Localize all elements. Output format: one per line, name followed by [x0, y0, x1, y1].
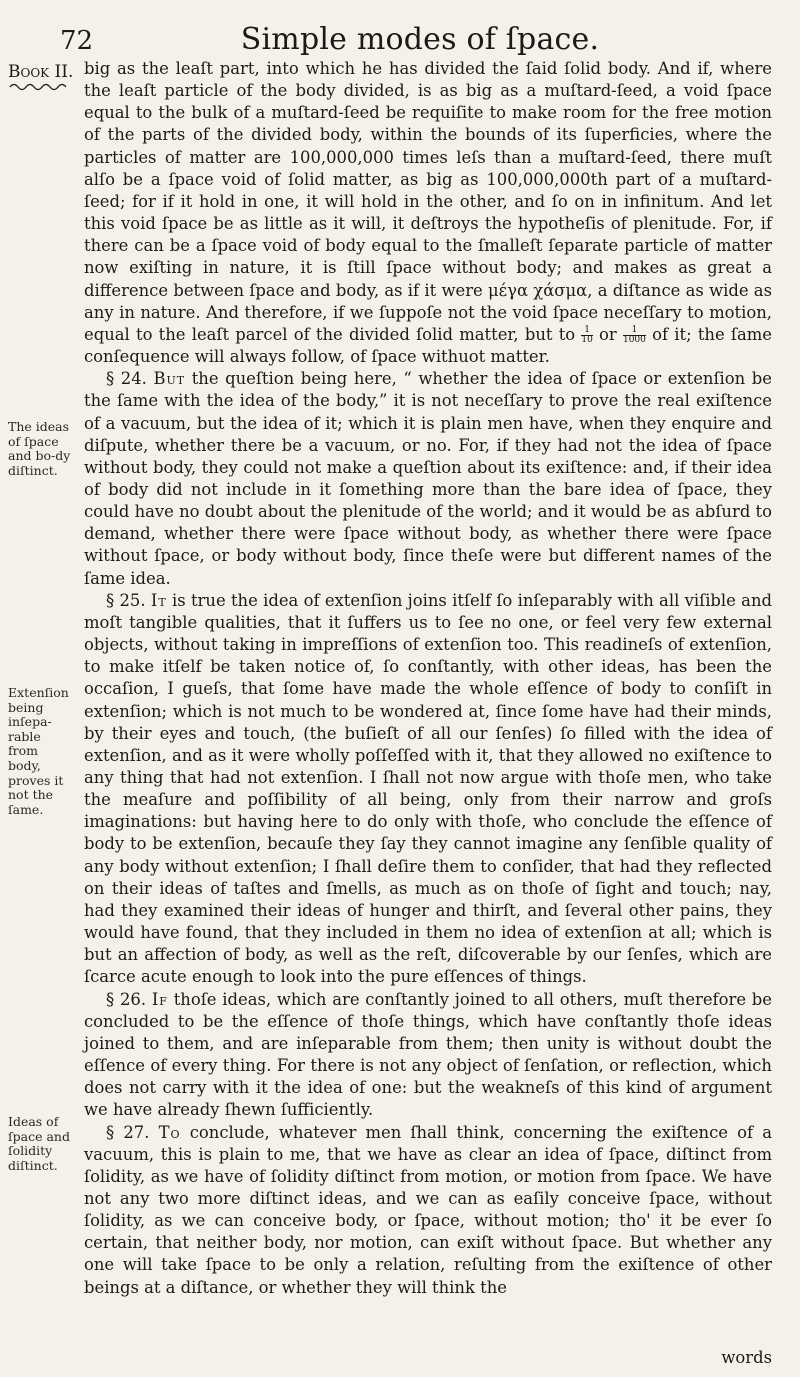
section-number: § 26.: [106, 989, 147, 1009]
margin-note-space-solidity: Ideas of ſpace and ſolidity diſtinct.: [8, 1114, 70, 1173]
section-27: [84, 1122, 772, 1299]
main-text: [84, 58, 772, 1299]
section-text: the queſtion being here, “ whether the idea of ſpace or extenſion be the ſame with the idea of the body,” it is not neceſſary to prove the real exiſtence of a vacuum, but the idea of it; which it is plain men have, when they enquire and diſpute, whether there be a vacuum, or no. For, if they had not the idea of ſpace without body, they could not make a queſtion about its exiſtence: and, if their idea of body did not include in it ſomething more than the bare idea of ſpace, they could have no doubt about the plenitude of the world; and it would be as abſurd to demand, whether there were ſpace without body, as whether there were ſpace without ſpace, or body without body, ſince theſe were but different names of the ſame idea.: [84, 369, 772, 588]
section-number: § 27.: [106, 1122, 150, 1142]
fraction-one-tenth: [581, 326, 592, 345]
paragraph-text: big as the leaſt part, into which he has divided the ſaid ſolid body. And if, where the leaſt particle of the body divided, is as big as a muſtard-ſeed, a void ſpace equal to the bulk of a muſtard-ſeed be requiſite to make room for the free motion of the parts of the divided body, within the bounds of its ſuperficies, where the particles of matter are 100,000,000 times leſs than a muſtard-ſeed, there muſt alſo be a ſpace void of ſolid matter, as big as 100,000,000th part of a muſtard-ſeed; for if it hold in one, it will hold in the other, and ſo on in infinitum. And let this void ſpace be as little as it will, it deſtroys the hypotheſis of plenitude. For, if there can be a ſpace void of body equal to the ſmalleſt ſeparate particle of matter now exiſting in nature, it is ſtill ſpace without body; and makes as great a difference between ſpace and body, as if it were μέγα χάσμα, a diſtance as wide as any in nature. And therefore, if we ſuppoſe not the void ſpace neceſſary to motion, equal to the leaſt parcel of the divided ſolid matter, but to: [84, 59, 772, 344]
page-number: 72: [60, 26, 94, 56]
paragraph-continued: [84, 58, 772, 368]
section-number: § 25.: [106, 590, 146, 610]
catchword: words: [721, 1348, 772, 1367]
section-text: is true the idea of extenſion joins itſelf ſo inſeparably with all viſible and moſt tangible qualities, that it ſuffers us to ſee no one, or feel very few external objects, without taking in impreſſions of extenſion too. This readineſs of extenſion, to make itſelf be taken notice of, ſo conſtantly, with other ideas, has been the occaſion, I gueſs, that ſome have made the whole eſſence of body to conſiſt in extenſion; which is not much to be wondered at, ſince ſome have had their minds, by their eyes and touch, (the buſieſt of all our ſenſes) ſo filled with the idea of extenſion, and as it were wholly poſſeſſed with it, that they allowed no exiſtence to any thing that had not extenſion. I ſhall not now argue with thoſe men, who take the meaſure and poſſibility of all being, only from their narrow and groſs imaginations: but having here to do only with thoſe, who conclude the eſſence of body to be extenſion, becauſe they ſay they cannot imagine any ſenſible quality of any body without extenſion; I ſhall deſire them to conſider, that had they reflected on their ideas of taſtes and ſmells, as much as on thoſe of ſight and touch; nay, had they examined their ideas of hunger and thirſt, and ſeveral other pains, they would have found, that they included in them no idea of extenſion at all; which is but an affection of body, as well as the reſt, diſcoverable by our ſenſes, which are ſcarce acute enough to look into the pure eſſences of things.: [84, 590, 772, 987]
fraction-numerator: 1: [581, 326, 592, 336]
section-lead-word: But: [153, 369, 186, 389]
section-text: conclude, whatever men ſhall think, concerning the exiſtence of a vacuum, this is plain to me, that we have as clear an idea of ſpace, diſtinct from ſolidity, as we have of ſolidity diſtinct from motion, or motion from ſpace. We have not any two more diſtinct ideas, and we can as eaſily conceive ſpace, without ſolidity, as we can conceive body, or ſpace, without motion; tho' it be ever ſo certain, that neither body, nor motion, can exiſt without ſpace. But whether any one will take ſpace to be only a relation, reſulting from the exiſtence of other beings at a diſtance, or whether they will think the: [84, 1122, 773, 1297]
margin-note-ideas-space-body: The ideas of ſpace and bo-dy diſtinct.: [8, 419, 71, 478]
fraction-denominator: 1000: [622, 334, 646, 345]
paragraph-text: or: [599, 324, 617, 344]
book-label: Book II.: [8, 62, 74, 82]
scroll-ornament-icon: [8, 82, 68, 92]
paragraph-text: of it; the ſame conſequence will always follow, of ſpace withuot matter.: [84, 324, 772, 367]
running-title: Simple modes of ſpace.: [240, 22, 600, 57]
section-text: thoſe ideas, which are conſtantly joined to all others, muſt therefore be concluded to be the eſſence of thoſe things, which have conſtantly thoſe ideas joined to them, and are inſeparable from them; then unity is without doubt the eſſence of every thing. For there is not any object of ſenſation, or reflection, which does not carry with it the idea of one: but the weakneſs of this kind of argument we have already ſhewn ſufficiently.: [84, 989, 772, 1120]
fraction-numerator: 1: [623, 326, 646, 336]
margin-note-extension: Extenſion being inſepa-rable from body, proves it not the ſame.: [8, 685, 69, 817]
section-lead-word: It: [150, 590, 167, 610]
section-25: [84, 590, 772, 989]
page-header: [60, 16, 780, 62]
section-lead-word: To: [158, 1122, 181, 1142]
section-lead-word: If: [151, 989, 168, 1009]
section-26: [84, 989, 772, 1122]
section-number: § 24.: [106, 369, 147, 389]
fraction-one-thousandth: [623, 326, 646, 345]
section-24: [84, 368, 772, 590]
fraction-denominator: 10: [581, 334, 593, 345]
